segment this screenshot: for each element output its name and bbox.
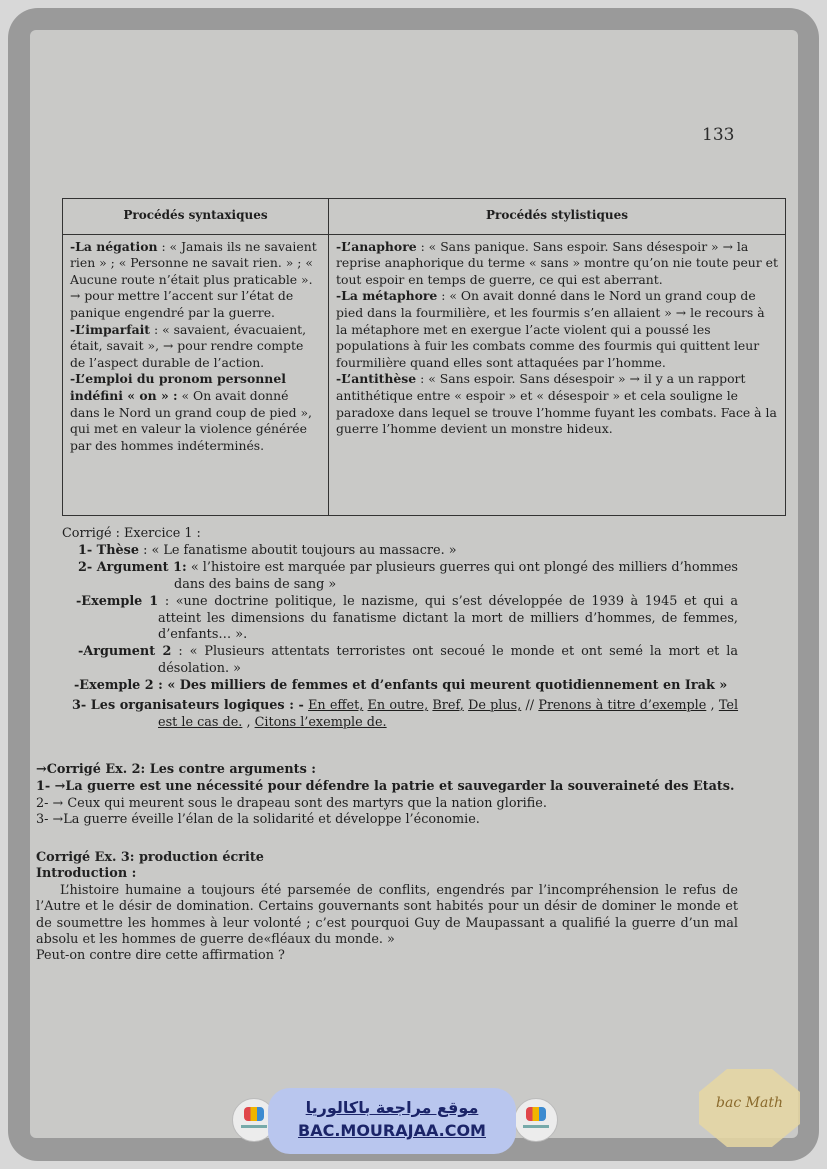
org-comma: ,: [246, 714, 251, 730]
org-separator: //: [525, 698, 535, 714]
argument-1: 2- Argument 1: « l’histoire est marquée par plusieurs guerres qui ont plongé des milliers d’hommes dans des bains de sang »: [78, 559, 738, 592]
item-metaphore: -La métaphore : « On avait donné dans le Nord un grand coup de pied dans la fourmilière, et les fourmis s’en allaient » → le recours à la métaphore met en exergue l’acte violent qui a poussé les populations à fuir les combats comme des fourmis qui quittent leur fourmilière quand elles sont attaquées par l’homme.: [336, 288, 765, 370]
organisateurs-logiques: 3- Les organisateurs logiques : - En effet, En outre, Bref, De plus, // Prenons à titre d’exemple , Tel est le cas de. , Citons l’exemple de.: [72, 698, 739, 730]
table-header-syntaxiques: Procédés syntaxiques: [63, 199, 329, 235]
procedes-table: [62, 198, 786, 516]
org-item: Bref,: [432, 698, 464, 714]
corrige2-title: →Corrigé Ex. 2: Les contre arguments :: [36, 762, 316, 777]
exemple-2: -Exemple 2 : « Des milliers de femmes et d’enfants qui meurent quotidiennement en Irak »: [74, 678, 728, 694]
banner-arabic-title: موقع مراجعة باكالوريا: [305, 1098, 479, 1117]
corrige-exercice-2: [36, 762, 736, 829]
item-anaphore: -L’anaphore : « Sans panique. Sans espoir. Sans désespoir » → la reprise anaphorique du terme « sans » montre qu’on nie toute peur et tout espoir en temps de guerre, ce qui est aberrant.: [336, 238, 778, 287]
contre-argument-1: 1- →La guerre est une nécessité pour défendre la patrie et sauvegarder la souveraineté des Etats.: [36, 778, 735, 794]
bac-math-badge: [697, 1067, 802, 1149]
badge-text: bac Math: [716, 1095, 783, 1111]
item-pronom: -L’emploi du pronom personnel indéfini « on » : « On avait donné dans le Nord un grand coup de pied », qui met en valeur la violence générée par des hommes indéterminés.: [70, 371, 312, 453]
site-logo-icon: [514, 1098, 558, 1142]
corrige-exercice-3: [36, 850, 738, 965]
site-banner[interactable]: [268, 1088, 516, 1154]
table-cell-stylistiques: [329, 234, 786, 515]
org-item: En effet,: [308, 698, 364, 714]
corrige-exercice-1: [62, 526, 738, 732]
org-comma: ,: [710, 698, 715, 714]
problematique: Peut-on contre dire cette affirmation ?: [36, 948, 285, 964]
item-antithese: -L’antithèse : « Sans espoir. Sans désespoir » → il y a un rapport antithétique entre « espoir » et « désespoir » et cela souligne le paradoxe dans lequel se trouve l’homme fuyant les combats. Face à la guerre l’homme devient un monstre hideux.: [336, 371, 777, 437]
item-imparfait: -L’imparfait : « savaient, évacuaient, était, savait », → pour rendre compte de l’aspect durable de l’action.: [70, 321, 307, 370]
org-item: Tel est le cas de.: [158, 698, 739, 730]
org-item: Prenons à titre d’exemple: [538, 698, 707, 714]
table-cell-syntaxiques: [63, 234, 329, 515]
exemple-1: -Exemple 1 : «une doctrine politique, le nazisme, qui s’est développée de 1939 à 1945 et qui a atteint les dimensions du fanatisme dictant la mort de milliers d’hommes, de femmes, d’enfants… ».: [76, 593, 739, 643]
page-number: 133: [702, 125, 735, 145]
table-header-stylistiques: Procédés stylistiques: [329, 199, 786, 235]
corrige3-title: Corrigé Ex. 3: production écrite: [36, 850, 264, 865]
argument-2: -Argument 2 : « Plusieurs attentats terroristes ont secoué le monde et ont semé la mort et la désolation. »: [78, 644, 738, 677]
introduction-label: Introduction :: [36, 866, 137, 882]
banner-url-link[interactable]: BAC.MOURAJAA.COM: [298, 1121, 486, 1140]
corrige1-title: Corrigé : Exercice 1 :: [62, 526, 201, 541]
org-item: De plus,: [468, 698, 522, 714]
org-item: En outre,: [367, 698, 429, 714]
these: 1- Thèse : « Le fanatisme aboutit toujours au massacre. »: [78, 542, 457, 558]
org-item: Citons l’exemple de.: [254, 714, 387, 730]
item-negation: -La négation : « Jamais ils ne savaient rien » ; « Personne ne savait rien. » ; « Aucune route n’était plus praticable ». → pour mettre l’accent sur l’état de panique engendré par la guerre.: [70, 238, 317, 320]
contre-argument-2: 2- → Ceux qui meurent sous le drapeau sont des martyrs que la nation glorifie.: [36, 795, 547, 811]
introduction-paragraph: L’histoire humaine a toujours été parsemée de conflits, engendrés par l’incompréhension le refus de l’Autre et le désir de domination. Certains gouvernants sont habités pour un désir de dominer le monde et de soumettre les hommes à leur volonté ; c’est pourquoi Guy de Maupassant a qualifié la guerre d’un mal absolu et les hommes de guerre de«fléaux du monde. »: [36, 882, 738, 948]
contre-argument-3: 3- →La guerre éveille l’élan de la solidarité et développe l’économie.: [36, 812, 480, 828]
